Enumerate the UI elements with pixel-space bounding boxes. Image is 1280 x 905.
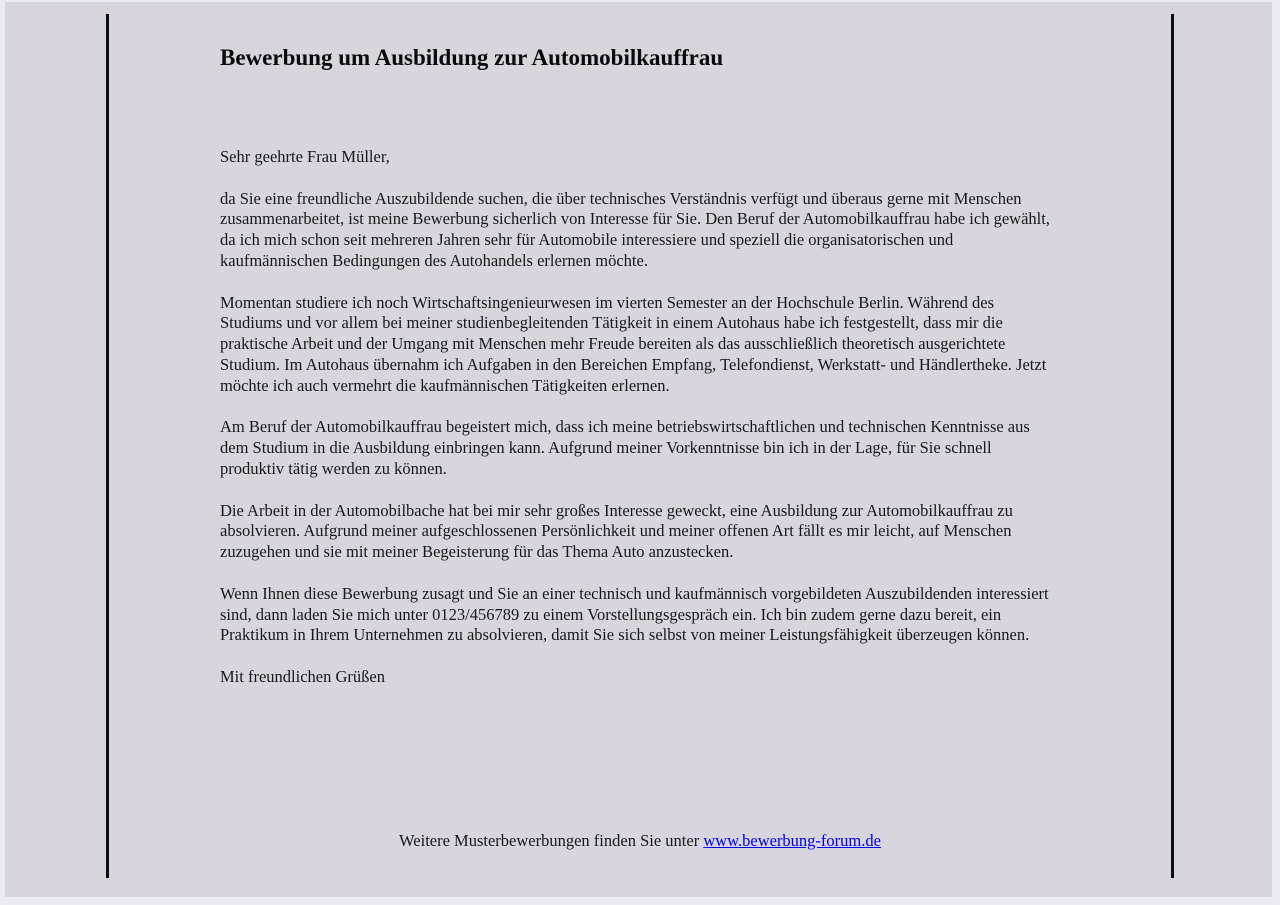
letter-body <box>220 0 1058 688</box>
right-vertical-rule <box>1171 14 1174 878</box>
letter-paragraph: da Sie eine freundliche Auszubildende suchen, die über technisches Verständnis verfügt und überaus gerne mit Menschen zusammenarbeitet, ist meine Bewerbung sicherlich von Interesse für Sie. Den Beruf der Automobilkauffrau habe ich gewählt, da ich mich schon seit mehreren Jahren sehr für Automobile interessiere und speziell die organisatorischen und kaufmännischen Bedingungen des Autohandels erlernen möchte. <box>220 188 1050 270</box>
letter-paragraph: Die Arbeit in der Automobilbache hat bei mir sehr großes Interesse geweckt, eine Ausbildung zur Automobilkauffrau zu absolvieren. Aufgrund meiner aufgeschlossenen Persönlichkeit und meiner offenen Art fällt es mir leicht, auf Menschen zuzugehen und sie mit meiner Begeisterung für das Thema Auto anzustecken. <box>220 500 1013 562</box>
letter-paragraph: Momentan studiere ich noch Wirtschaftsingenieurwesen im vierten Semester an der Hochschule Berlin. Während des Studiums und vor allem bei meiner studienbegleitenden Tätigkeit in einem Autohaus habe ich festgestellt, dass mir die praktische Arbeit und der Umgang mit Menschen mehr Freude bereiten als das ausschließlich theoretisch ausgerichtete Studium. Im Autohaus übernahm ich Aufgaben in den Bereichen Empfang, Telefondienst, Werkstatt- und Händlertheke. Jetzt möchte ich auch vermehrt die kaufmännischen Tätigkeiten erlernen. <box>220 292 1047 395</box>
letter-title: Bewerbung um Ausbildung zur Automobilkauffrau <box>220 45 724 70</box>
footer-text: Weitere Musterbewerbungen finden Sie unter <box>399 831 704 850</box>
bewerbung-forum-link[interactable]: www.bewerbung-forum.de <box>703 831 881 850</box>
footer <box>0 831 1280 852</box>
letter-closing: Mit freundlichen Grüßen <box>220 666 385 686</box>
left-vertical-rule <box>106 14 109 878</box>
letter-paragraph: Am Beruf der Automobilkauffrau begeistert mich, dass ich meine betriebswirtschaftlichen und technischen Kenntnisse aus dem Studium in die Ausbildung einbringen kann. Aufgrund meiner Vorkenntnisse bin ich in der Lage, für Sie schnell produktiv tätig werden zu können. <box>220 417 1030 478</box>
letter-salutation: Sehr geehrte Frau Müller, <box>220 147 390 166</box>
letter-paragraph: Wenn Ihnen diese Bewerbung zusagt und Sie an einer technisch und kaufmännisch vorgebildeten Auszubildenden interessiert sind, dann laden Sie mich unter 0123/456789 zu einem Vorstellungsgespräch ein. Ich bin zudem gerne dazu bereit, ein Praktikum in Ihrem Unternehmen zu absolvieren, damit Sie sich selbst von meiner Leistungsfähigkeit überzeugen können. <box>220 583 1049 645</box>
